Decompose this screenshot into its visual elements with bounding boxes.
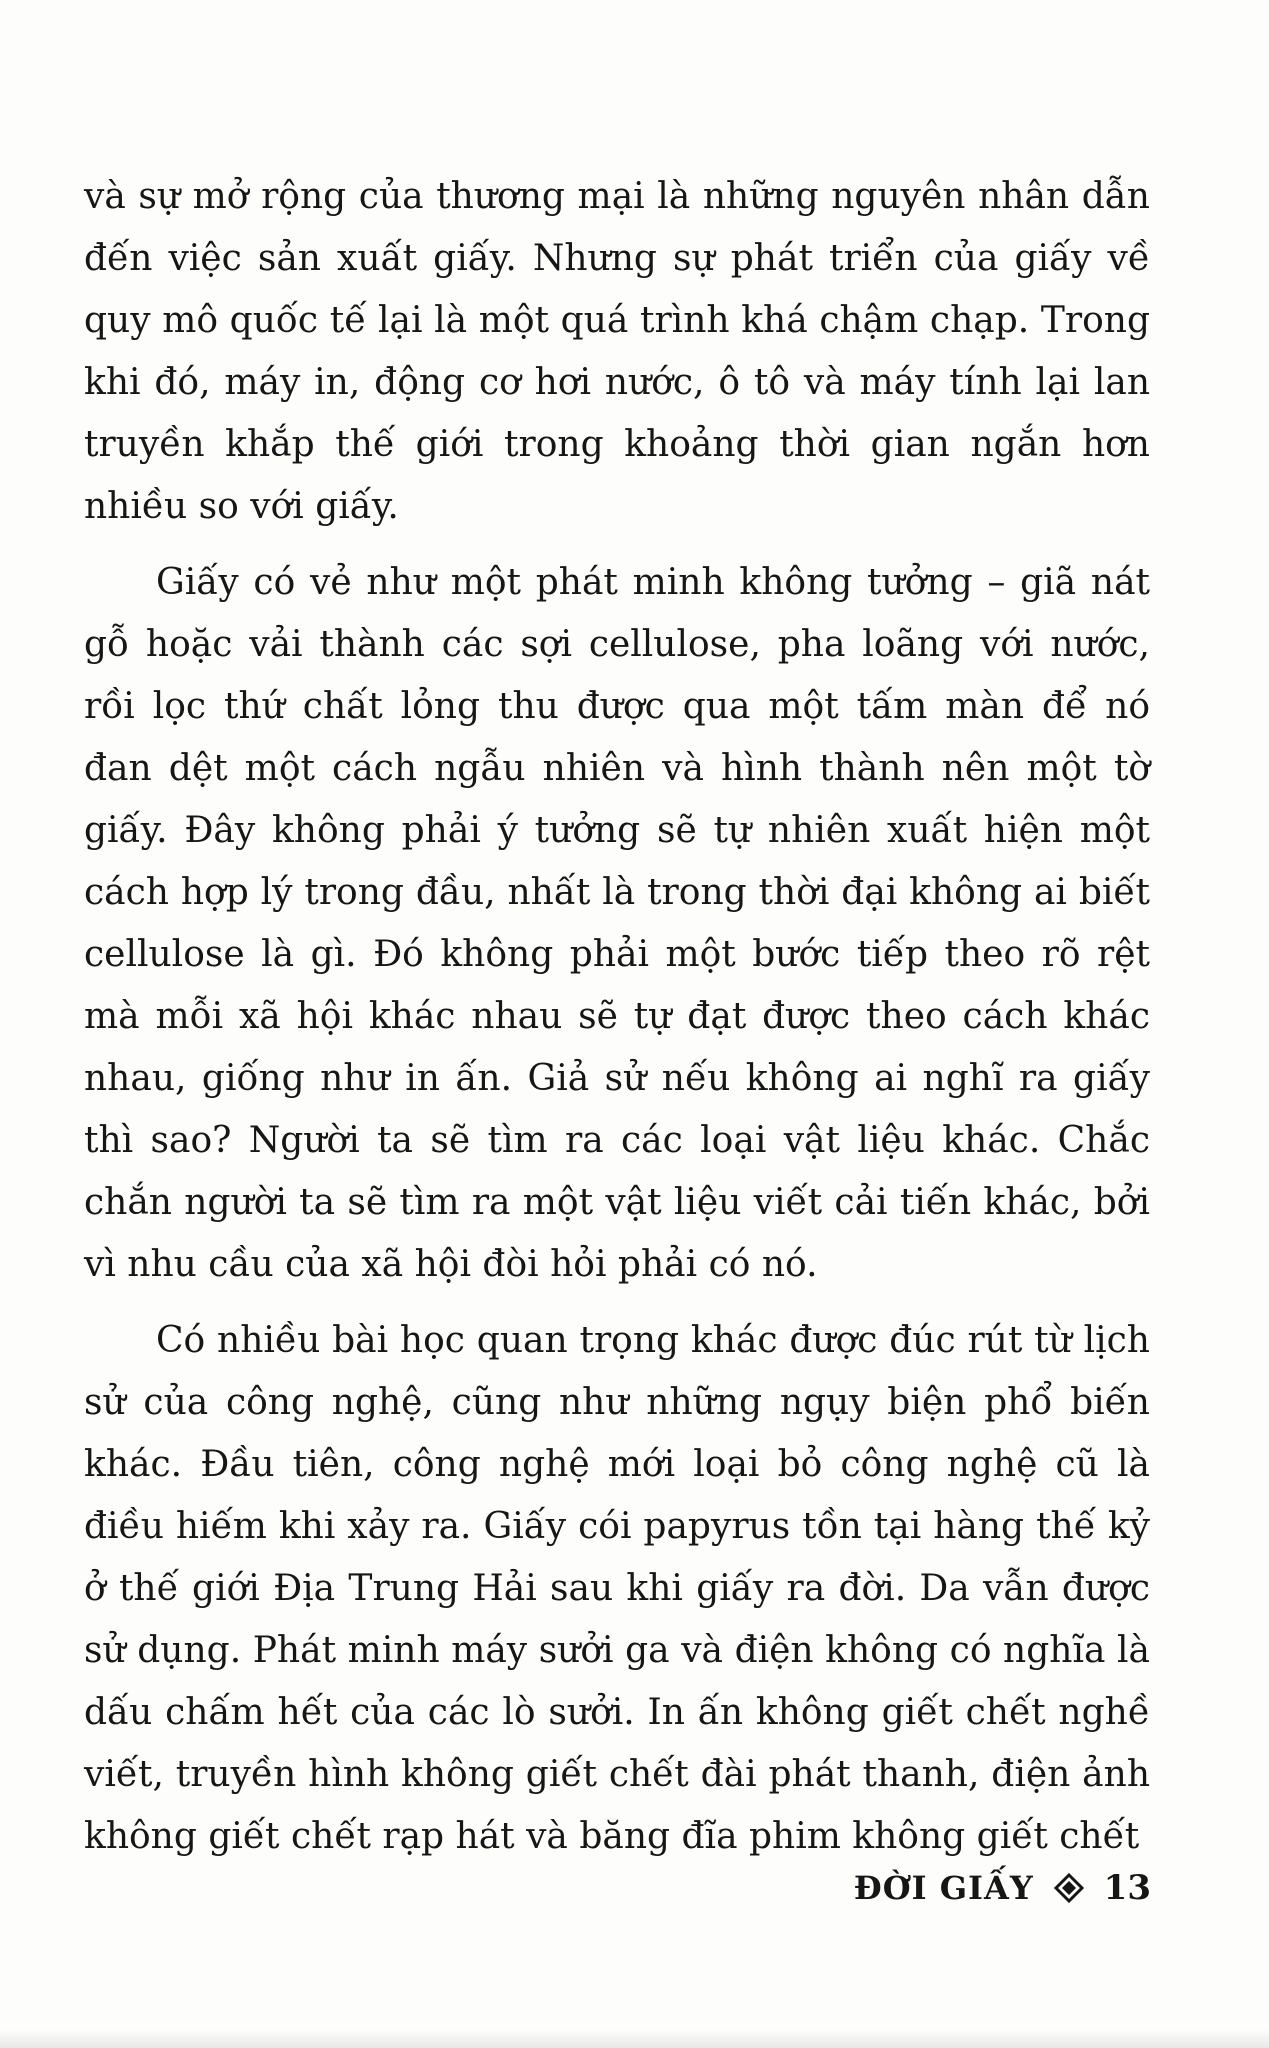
diamond-ornament-icon xyxy=(1054,1873,1084,1903)
body-text xyxy=(84,166,1150,1868)
page-number: 13 xyxy=(1103,1868,1151,1908)
page-footer xyxy=(854,1868,1151,1908)
running-title: ĐỜI GIẤY xyxy=(853,1869,1034,1907)
page-edge-shadow xyxy=(0,2030,1269,2048)
paragraph-paper-invention: Giấy có vẻ như một phát minh không tưởng – giã nát gỗ hoặc vải thành các sợi cellulose, pha loãng với nước, rồi lọc thứ chất lỏng thu được qua một tấm màn để nó đan dệt một cách ngẫu nhiên và hình thành nên một tờ giấy. Đây không phải ý tưởng sẽ tự nhiên xuất hiện một cách hợp lý trong đầu, nhất là trong thời đại không ai biết cellulose là gì. Đó không phải một bước tiếp theo rõ rệt mà mỗi xã hội khác nhau sẽ tự đạt được theo cách khác nhau, giống như in ấn. Giả sử nếu không ai nghĩ ra giấy thì sao? Người ta sẽ tìm ra các loại vật liệu khác. Chắc chắn người ta sẽ tìm ra một vật liệu viết cải tiến khác, bởi vì nhu cầu của xã hội đòi hỏi phải có nó. xyxy=(84,562,1150,1285)
paragraph-technology-lessons: Có nhiều bài học quan trọng khác được đúc rút từ lịch sử của công nghệ, cũng như những ngụy biện phổ biến khác. Đầu tiên, công nghệ mới loại bỏ công nghệ cũ là điều hiếm khi xảy ra. Giấy cói papyrus tồn tại hàng thế kỷ ở thế giới Địa Trung Hải sau khi giấy ra đời. Da vẫn được sử dụng. Phát minh máy sưởi ga và điện không có nghĩa là dấu chấm hết của các lò sưởi. In ấn không giết chết nghề viết, truyền hình không giết chết đài phát thanh, điện ảnh không giết chết rạp hát và băng đĩa phim không giết chết xyxy=(84,1320,1150,1857)
paragraph-continuation: và sự mở rộng của thương mại là những nguyên nhân dẫn đến việc sản xuất giấy. Nhưng sự phát triển của giấy về quy mô quốc tế lại là một quá trình khá chậm chạp. Trong khi đó, máy in, động cơ hơi nước, ô tô và máy tính lại lan truyền khắp thế giới trong khoảng thời gian ngắn hơn nhiều so với giấy. xyxy=(84,176,1150,527)
